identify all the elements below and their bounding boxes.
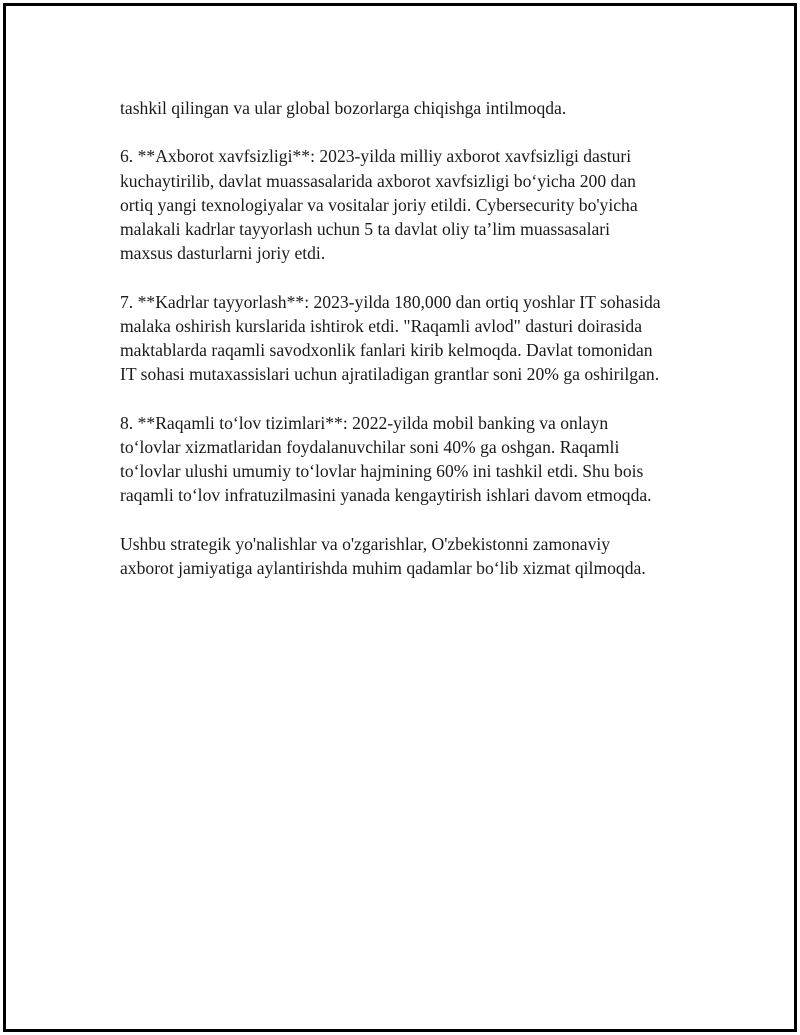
paragraph-item-8-digital-payments: 8. **Raqamli to‘lov tizimlari**: 2022-yilda mobil banking va onlayn to‘lovlar xizmatlaridan foydalanuvchilar soni 40% ga oshgan. Raqamli to‘lovlar ulushi umumiy to‘lovlar hajmining 60% ini tashkil etdi. Shu bois raqamli to‘lov infratuzilmasini yanada kengaytirish ishlari davom etmoqda. xyxy=(120,412,652,506)
document-page xyxy=(3,3,797,1032)
paragraph-conclusion: Ushbu strategik yo'nalishlar va o'zgarishlar, O'zbekistonni zamonaviy axborot jamiyatiga aylantirishda muhim qadamlar bo‘lib xizmat qilmoqda. xyxy=(120,533,646,578)
paragraph-item-6-information-security: 6. **Axborot xavfsizligi**: 2023-yilda milliy axborot xavfsizligi dasturi kuchaytirilib, davlat muassasalarida axborot xavfsizligi bo‘yicha 200 dan ortiq yangi texnologiyalar va vositalar joriy etildi. Cybersecurity bo'yicha malakali kadrlar tayyorlash uchun 5 ta davlat oliy ta’lim muassasalari maxsus dasturlarni joriy etdi. xyxy=(120,146,638,264)
document-body xyxy=(120,96,710,604)
paragraph-continuation: tashkil qilingan va ular global bozorlarga chiqishga intilmoqda. xyxy=(120,98,567,118)
paragraph-item-7-personnel-training: 7. **Kadrlar tayyorlash**: 2023-yilda 180,000 dan ortiq yoshlar IT sohasida malaka oshirish kurslarida ishtirok etdi. "Raqamli avlod" dasturi doirasida maktablarda raqamli savodxonlik fanlari kirib kelmoqda. Davlat tomonidan IT sohasi mutaxassislari uchun ajratiladigan grantlar soni 20% ga oshirilgan. xyxy=(120,291,661,385)
